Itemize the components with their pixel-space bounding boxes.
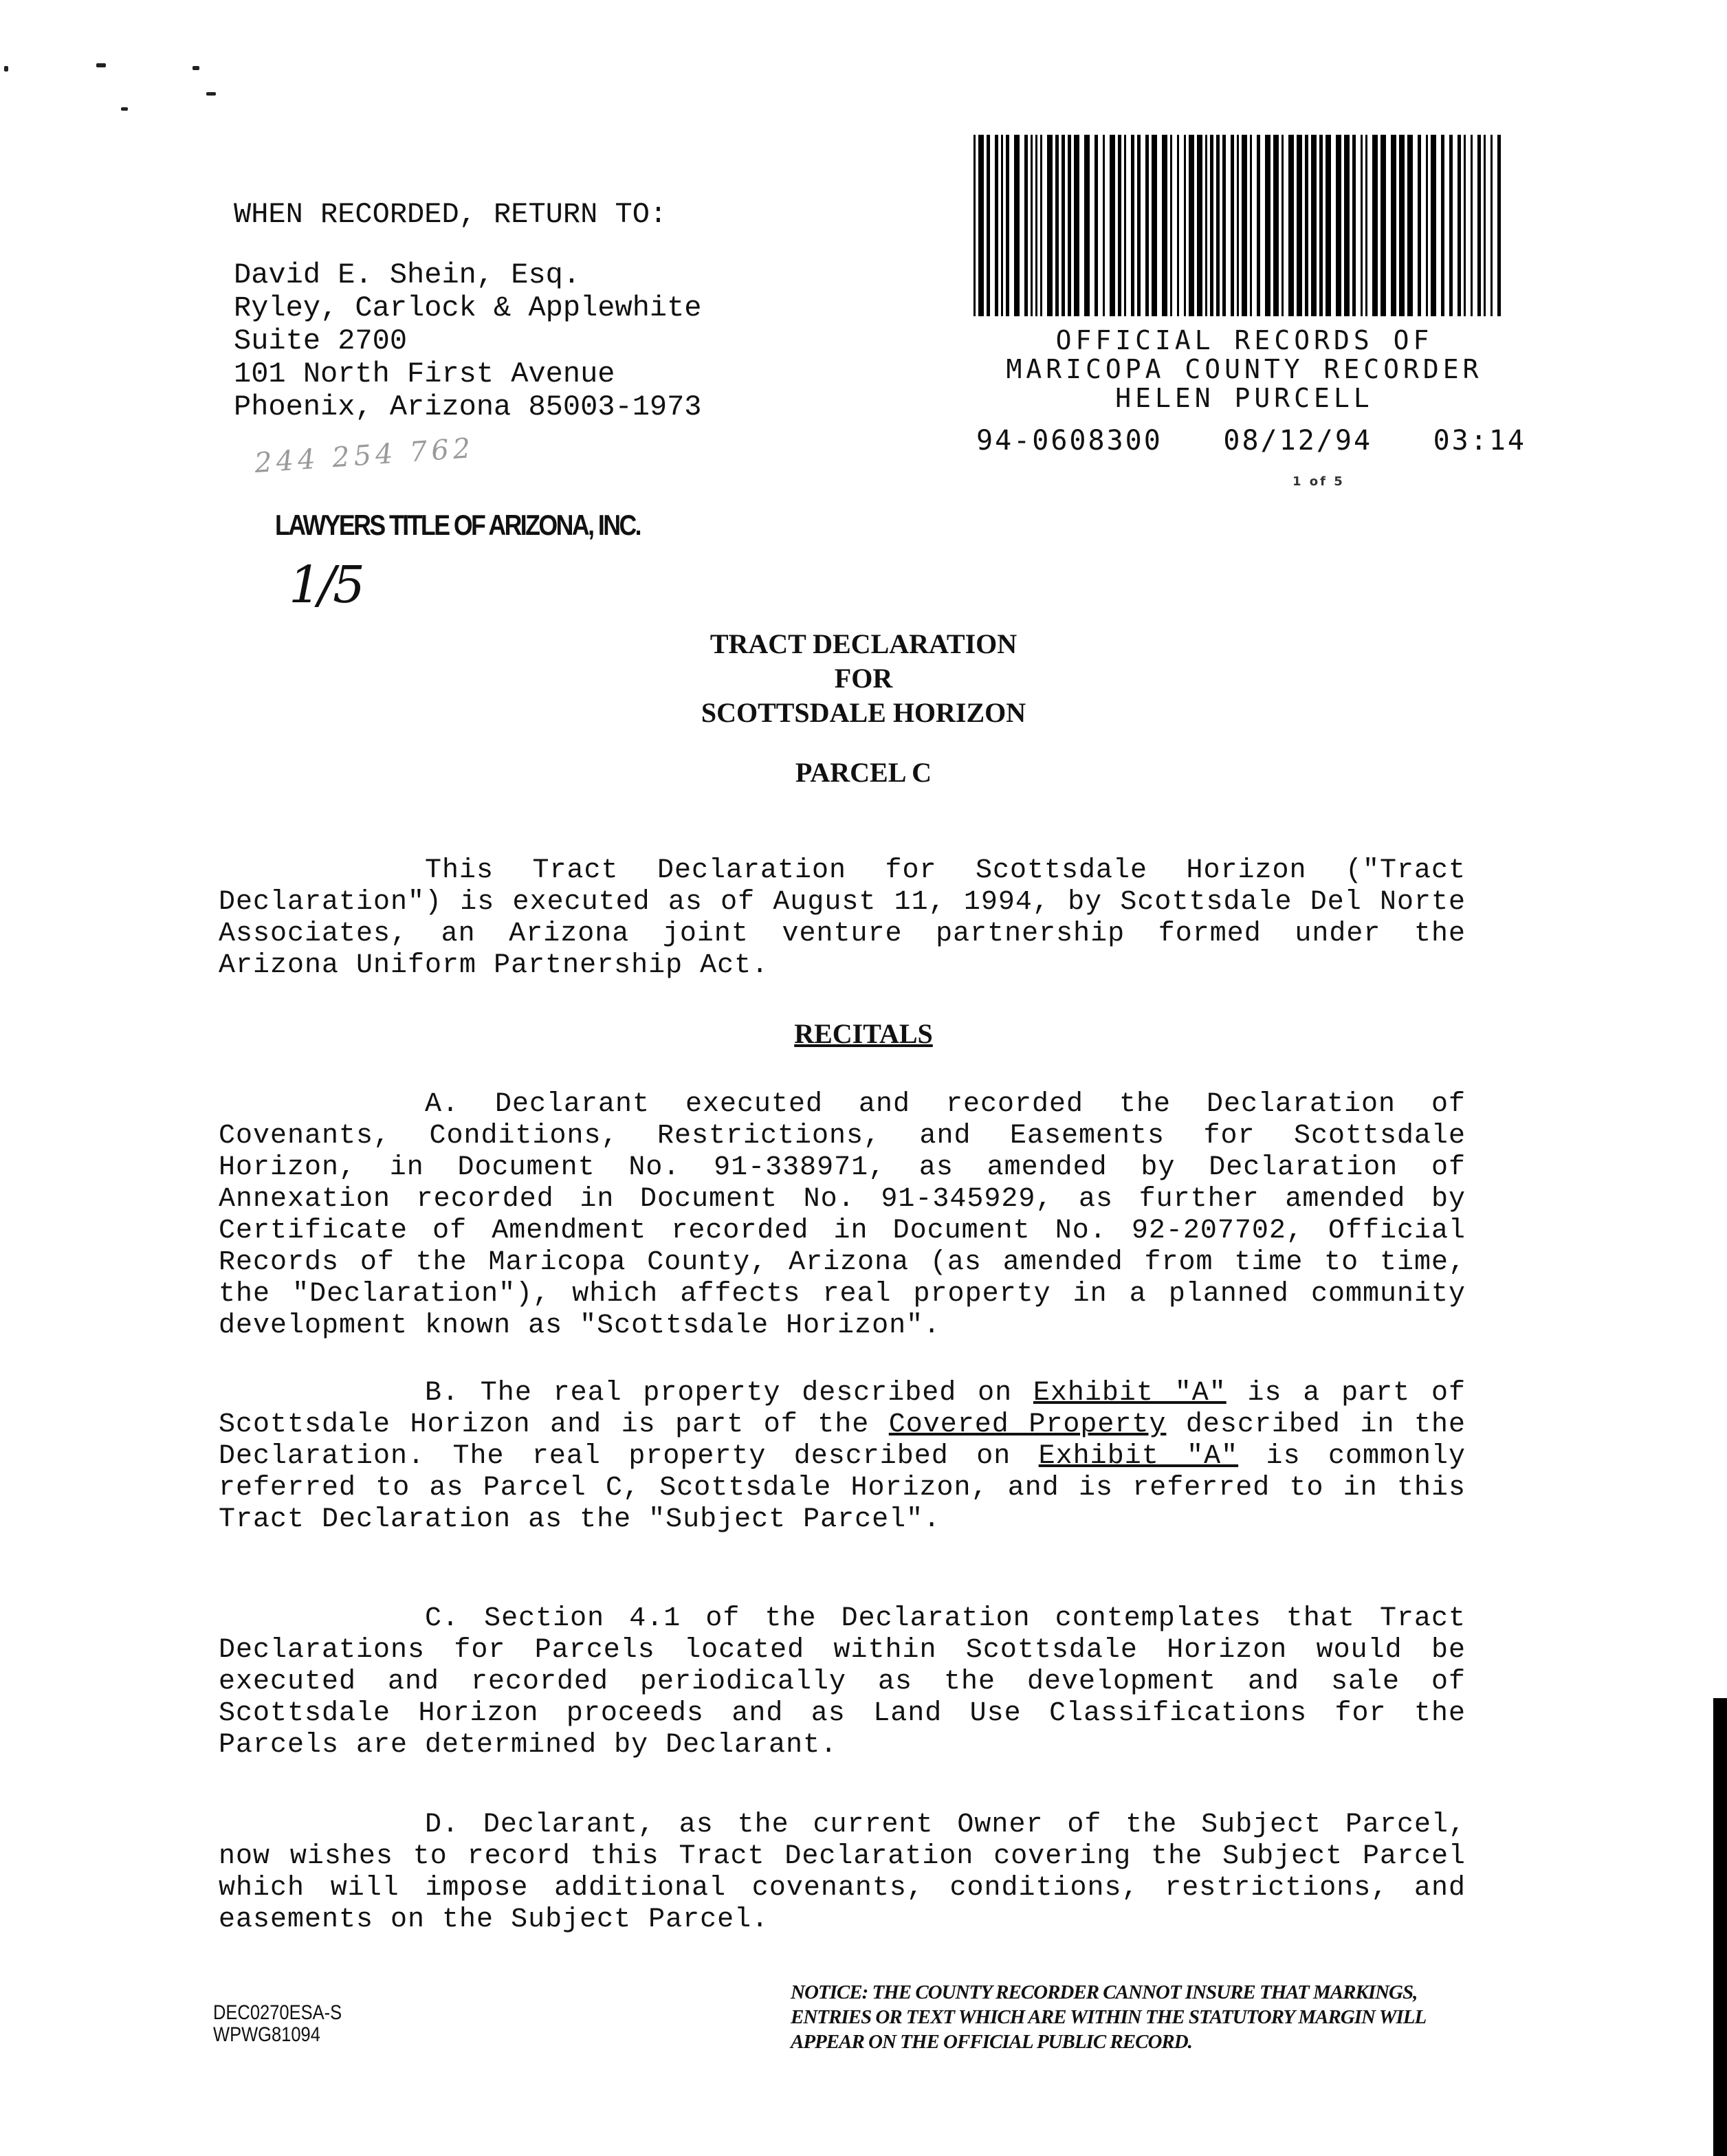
doc-code-line: DEC0270ESA-S: [213, 2001, 342, 2024]
return-address-block: [234, 198, 702, 424]
recorder-notice: NOTICE: THE COUNTY RECORDER CANNOT INSURE THAT MARKINGS, ENTRIES OR TEXT WHICH ARE WITHIN THE STATUTORY MARGIN WILL APPEAR ON THE OFFICIAL PUBLIC RECORD.: [791, 1981, 1426, 2053]
recital-b: [219, 1378, 1466, 1536]
return-line: Ryley, Carlock & Applewhite: [234, 292, 702, 324]
recorder-line: MARICOPA COUNTY RECORDER: [1006, 354, 1483, 384]
recitals-heading: RECITALS: [794, 1018, 933, 1049]
title-company-stamp: LAWYERS TITLE OF ARIZONA, INC.: [275, 509, 641, 541]
document-code: [213, 2002, 342, 2046]
return-address-lines: [234, 258, 702, 424]
return-line: Phoenix, Arizona 85003-1973: [234, 390, 702, 424]
scan-edge-shadow: [1713, 1698, 1727, 2156]
exhibit-a-reference: Exhibit "A": [1033, 1378, 1226, 1409]
recording-date: 08/12/94: [1223, 425, 1373, 456]
doc-code-line: WPWG81094: [213, 2023, 320, 2046]
parcel-label: PARCEL C: [795, 757, 932, 788]
recording-info: [976, 425, 1526, 456]
return-line: 101 North First Avenue: [234, 358, 615, 390]
title-line: TRACT DECLARATION: [710, 628, 1018, 659]
title-line: FOR: [834, 663, 893, 694]
recital-b-text: is commonly referred to as Parcel C, Scottsdale Horizon, and is referred to in this Tract Declaration as the "Subject Parcel".: [219, 1441, 1466, 1535]
recital-b-text: described in the Declaration. The real property described on: [219, 1409, 1466, 1472]
exhibit-a-reference: Exhibit "A": [1038, 1441, 1239, 1472]
recorder-line: HELEN PURCELL: [1115, 383, 1374, 413]
recital-a: A. Declarant executed and recorded the Declaration of Covenants, Conditions, Restrictions, and Easements for Scottsdale Horizon, in Document No. 91-338971, as amended by Declaration of Annexation recorded in Document No. 91-345929, as further amended by Certificate of Amendment recorded in Document No. 92-207702, Official Records of the Maricopa County, Arizona (as amended from time to time, the "Declaration"), which affects real property in a planned community development known as "Scottsdale Horizon".: [219, 1089, 1466, 1341]
barcode-image: [974, 135, 1503, 316]
document-title: [0, 627, 1727, 730]
recorder-line: OFFICIAL RECORDS OF: [1055, 325, 1433, 355]
title-line: SCOTTSDALE HORIZON: [701, 697, 1026, 728]
recital-b-text: B. The real property described on: [425, 1378, 1033, 1409]
handwritten-number: 244 254 762: [253, 432, 476, 480]
recital-c: C. Section 4.1 of the Declaration contemplates that Tract Declarations for Parcels located within Scottsdale Horizon would be executed and recorded periodically as the development and sale of Scottsdale Horizon proceeds and as Land Use Classifications for the Parcels are determined by Declarant.: [219, 1603, 1466, 1761]
recorder-stamp: [962, 326, 1526, 412]
page-count: 1 of 5: [1292, 474, 1345, 489]
recital-d: D. Declarant, as the current Owner of the Subject Parcel, now wishes to record this Tract Declaration covering the Subject Parcel which will impose additional covenants, conditions, restrictions, and easements on the Subject Parcel.: [219, 1810, 1466, 1935]
recording-time: 03:14: [1433, 425, 1526, 456]
intro-paragraph: This Tract Declaration for Scottsdale Horizon ("Tract Declaration") is executed as of August 11, 1994, by Scottsdale Del Norte Associates, an Arizona joint venture partnership formed under the Arizona Uniform Partnership Act.: [219, 855, 1466, 981]
return-line: Suite 2700: [234, 324, 408, 358]
document-number: 94-0608300: [976, 425, 1163, 456]
handwritten-initials: 1/5: [289, 556, 363, 615]
recital-b-text: is a part of Scottsdale Horizon and is part of the: [219, 1378, 1466, 1440]
return-heading: WHEN RECORDED, RETURN TO:: [234, 198, 668, 231]
covered-property-term: Covered Property: [888, 1409, 1167, 1440]
return-line: David E. Shein, Esq.: [234, 258, 581, 292]
